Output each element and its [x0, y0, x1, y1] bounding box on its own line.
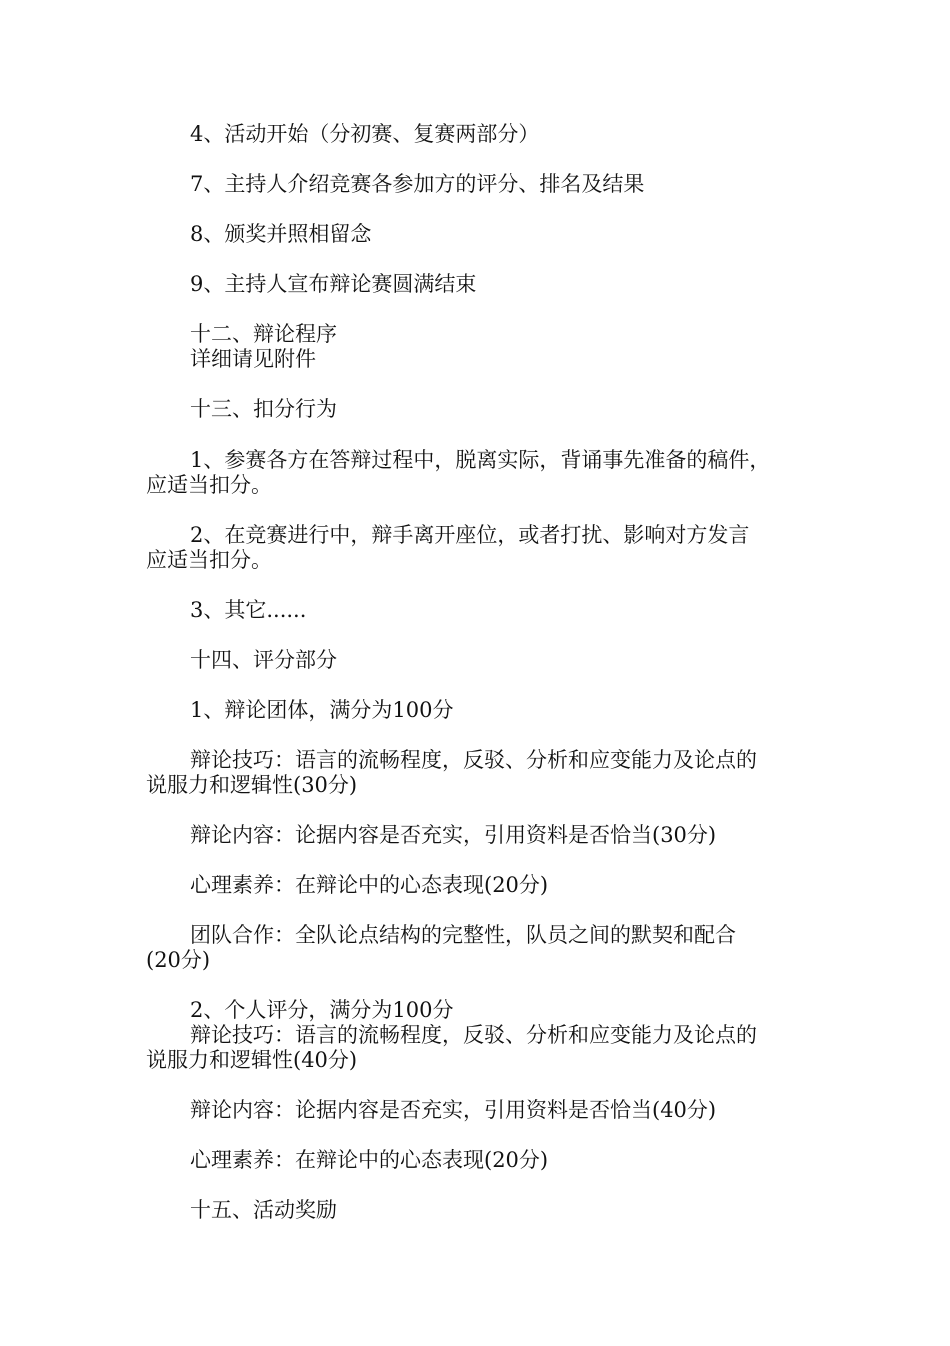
text-line: 心理素养：在辩论中的心态表现(20分)	[190, 1148, 549, 1172]
text-line: 辩论技巧：语言的流畅程度，反驳、分析和应变能力及论点的	[190, 1023, 757, 1047]
text-line: 团队合作：全队论点结构的完整性，队员之间的默契和配合	[190, 923, 736, 947]
text-line: (20分)	[146, 948, 211, 972]
section-heading: 十五、活动奖励	[190, 1198, 337, 1222]
text-line: 7、主持人介绍竞赛各参加方的评分、排名及结果	[190, 172, 645, 196]
text-line: 应适当扣分。	[146, 473, 272, 497]
text-line: 应适当扣分。	[146, 548, 272, 572]
text-line: 说服力和逻辑性(40分)	[146, 1048, 358, 1072]
text-line: 心理素养：在辩论中的心态表现(20分)	[190, 873, 549, 897]
section-heading: 十二、辩论程序	[190, 322, 337, 346]
text-line: 2、个人评分，满分为100分	[190, 998, 454, 1022]
text-line: 辩论技巧：语言的流畅程度，反驳、分析和应变能力及论点的	[190, 748, 757, 772]
section-heading: 十三、扣分行为	[190, 397, 337, 421]
text-line: 辩论内容：论据内容是否充实，引用资料是否恰当(40分)	[190, 1098, 717, 1122]
text-line: 4、活动开始（分初赛、复赛两部分）	[190, 122, 540, 146]
text-line: 辩论内容：论据内容是否充实，引用资料是否恰当(30分)	[190, 823, 717, 847]
text-line: 9、主持人宣布辩论赛圆满结束	[190, 272, 477, 296]
text-line: 2、在竞赛进行中，辩手离开座位，或者打扰、影响对方发言	[190, 523, 750, 547]
text-line: 详细请见附件	[190, 347, 316, 371]
text-line: 3、其它......	[190, 598, 307, 622]
text-line: 1、辩论团体，满分为100分	[190, 698, 454, 722]
text-line: 1、参赛各方在答辩过程中，脱离实际，背诵事先准备的稿件，	[190, 448, 771, 472]
text-line: 说服力和逻辑性(30分)	[146, 773, 358, 797]
text-line: 8、颁奖并照相留念	[190, 222, 372, 246]
section-heading: 十四、评分部分	[190, 648, 337, 672]
